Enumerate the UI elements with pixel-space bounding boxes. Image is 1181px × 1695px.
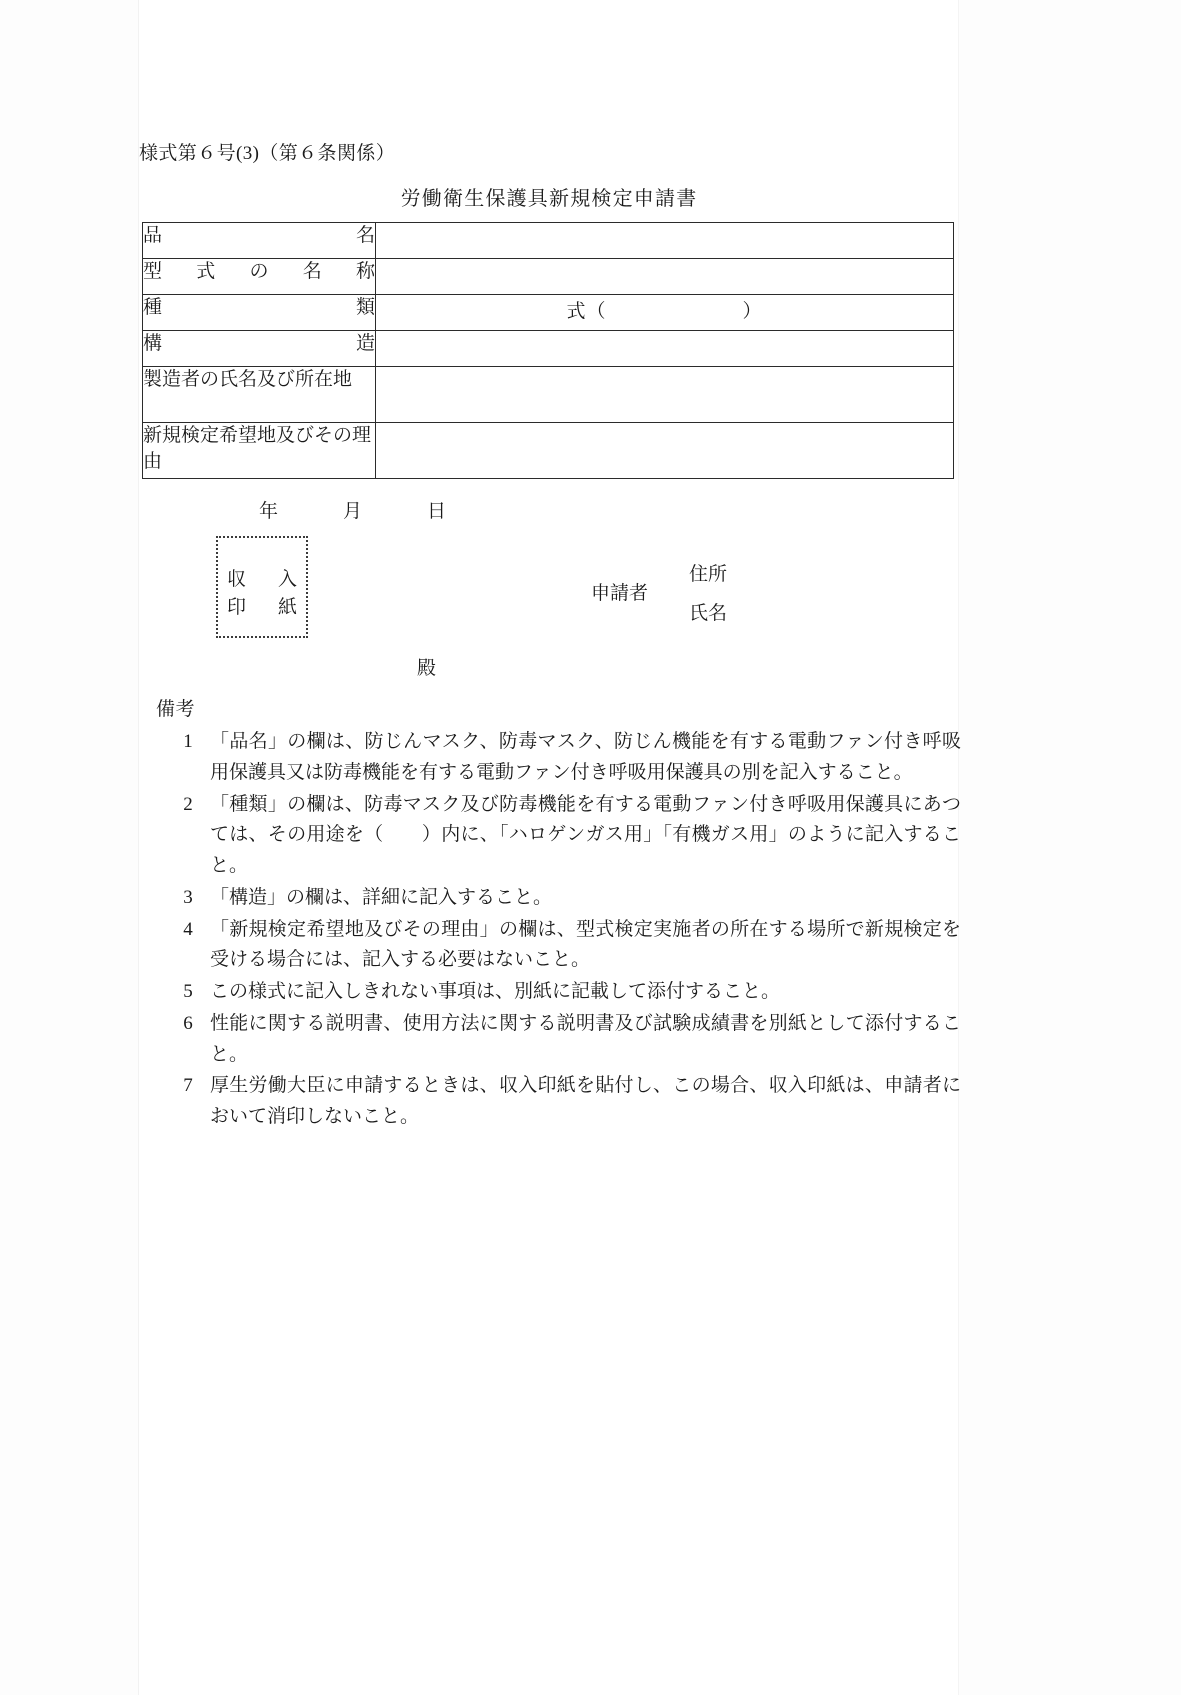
page-right-margin [958,0,1181,1695]
label-structure: 構 造 [143,331,376,367]
remark-item [156,1009,961,1071]
remark-text: 「構造」の欄は、詳細に記入すること。 [210,886,553,908]
remark-item [156,977,961,1008]
remark-number: 6 [183,1012,193,1034]
type-prefix: 式（ [566,301,607,322]
label-inspection-location: 新規検定希望地及びその理由 [143,423,376,479]
type-suffix: ） [742,301,763,322]
form-title: 労働衛生保護具新規検定申請書 [400,188,698,210]
table-row-manufacturer [143,367,954,423]
applicant-fields [689,556,727,634]
remark-number: 7 [183,1075,193,1097]
date-day-label: 日 [427,501,447,522]
remark-number: 1 [183,731,193,752]
value-manufacturer[interactable] [376,367,954,423]
table-row-inspection-location [143,423,954,479]
value-inspection-location[interactable] [376,423,954,479]
remark-item [156,1071,961,1133]
date-year-label: 年 [259,501,279,522]
revenue-stamp-box[interactable] [216,536,308,638]
applicant-name-label[interactable]: 氏名 [689,602,728,624]
table-row-type [143,295,954,331]
remark-text: 厚生労働大臣に申請するときは、収入印紙を貼付し、この場合、収入印紙は、申請者において消印しないこと。 [210,1075,961,1128]
remark-text: 性能に関する説明書、使用方法に関する説明書及び試験成績書を別紙として添付すること。 [210,1012,961,1065]
applicant-address-label[interactable]: 住所 [689,564,728,585]
page-left-margin [0,0,139,1695]
remark-number: 5 [183,981,193,1003]
document-content [139,0,959,1695]
remarks-section [156,694,961,1134]
remark-item [156,790,961,882]
value-product-name[interactable] [376,223,954,259]
remark-number: 2 [183,793,193,815]
revenue-stamp-line2: 印 紙 [227,597,297,619]
remark-number: 3 [183,886,193,908]
value-model-name[interactable] [376,259,954,295]
remark-number: 4 [183,918,193,940]
date-month-label: 月 [343,501,363,522]
table-row-model-name [143,259,954,295]
date-line[interactable] [259,496,511,523]
value-structure[interactable] [376,331,954,367]
label-type: 種 類 [143,295,376,331]
remark-text: 「新規検定希望地及びその理由」の欄は、型式検定実施者の所在する場所で新規検定を受ける場合には、記入する必要はないこと。 [210,918,961,971]
remark-item [156,915,961,977]
applicant-label: 申請者 [591,583,649,604]
value-type[interactable] [376,295,954,331]
remarks-title: 備考 [156,699,196,720]
table-row-product-name [143,223,954,259]
remark-text: 「品名」の欄は、防じんマスク、防毒マスク、防じん機能を有する電動ファン付き呼吸用保護具又は防毒機能を有する電動ファン付き呼吸用保護具の別を記入すること。 [210,731,961,783]
form-number: 様式第６号(3)（第６条関係） [139,143,396,164]
remark-item [156,727,961,789]
application-details-table [142,222,954,479]
label-manufacturer: 製造者の氏名及び所在地 [143,367,376,423]
remark-item [156,883,961,914]
label-model-name: 型 式 の 名 称 [143,259,376,295]
remark-text: 「種類」の欄は、防毒マスク及び防毒機能を有する電動ファン付き呼吸用保護具にあつては、その用途を（ ）内に、「ハロゲンガス用」「有機ガス用」のように記入すること。 [210,793,961,877]
addressee-honorific: 殿 [417,658,437,679]
revenue-stamp-line1: 収 入 [227,569,297,590]
type-bracket-field [376,295,953,323]
remark-text: この様式に記入しきれない事項は、別紙に記載して添付すること。 [210,981,781,1003]
table-row-structure [143,331,954,367]
label-product-name: 品 名 [143,223,376,259]
revenue-stamp-label [218,566,306,622]
